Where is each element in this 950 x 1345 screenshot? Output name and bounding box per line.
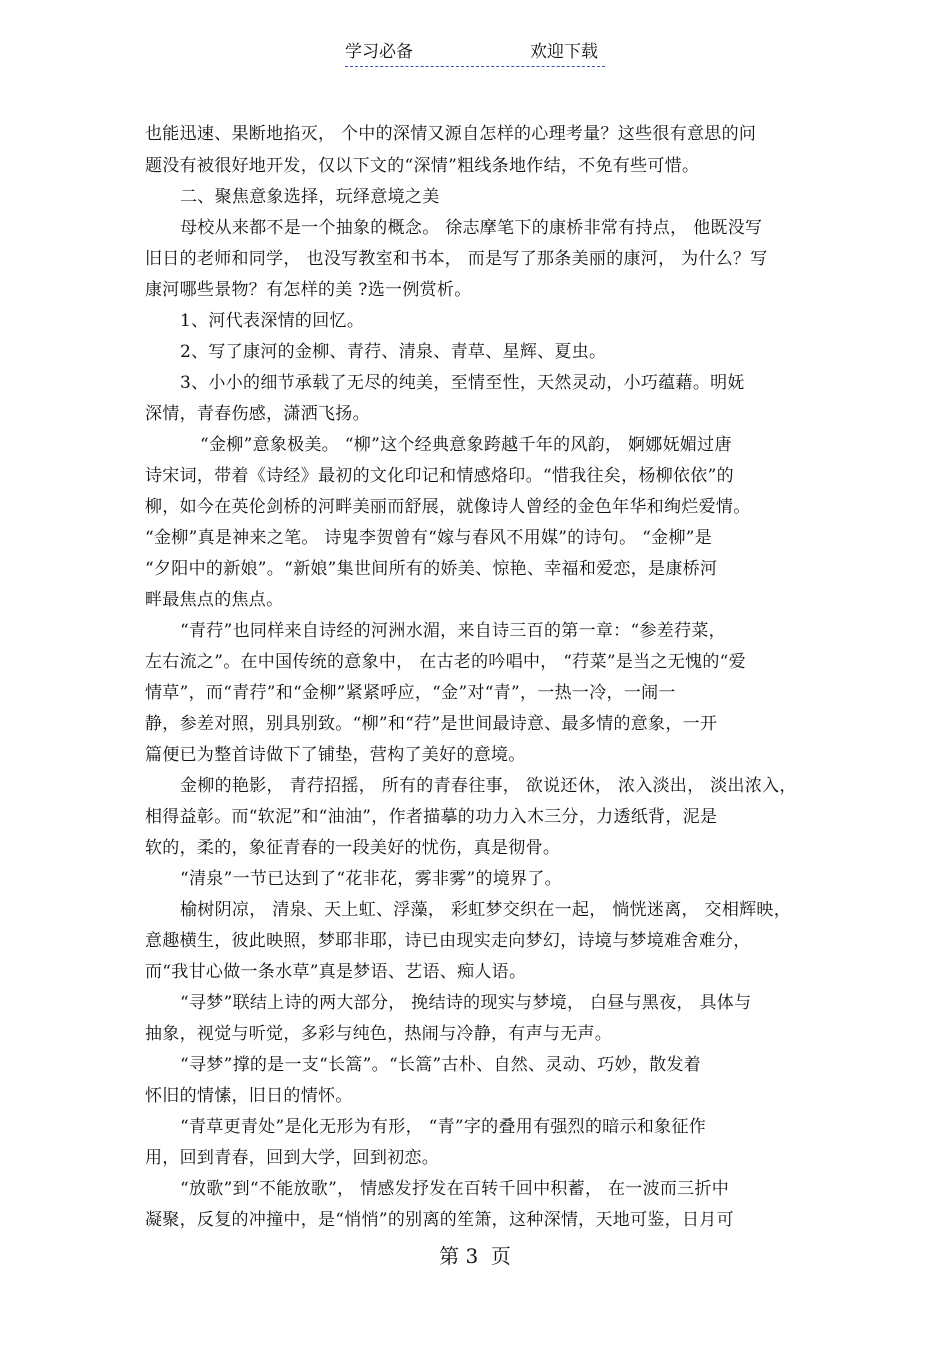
text-line: “夕阳中的新娘”。“新娘”集世间所有的娇美、惊艳、幸福和爱恋，是康桥河	[145, 559, 718, 579]
text-line: 凝聚，反复的冲撞中，是“悄悄”的别离的笙箫，这种深情，天地可鉴，日月可	[145, 1210, 734, 1230]
text-line: 而“我甘心做一条水草”真是梦语、艺语、痴人语。	[145, 962, 527, 982]
text-line: 2、写了康河的金柳、青荇、清泉、青草、星辉、夏虫。	[180, 342, 607, 362]
text-line: 意趣横生，彼此映照，梦耶非耶，诗已由现实走向梦幻，诗境与梦境难舍难分，	[145, 931, 751, 951]
text-line: 题没有被很好地开发，仅以下文的“深情”粗线条地作结，不免有些可惜。	[145, 156, 700, 176]
text-line: “金柳”意象极美。 “柳”这个经典意象跨越千年的风韵， 婀娜妩媚过唐	[200, 435, 732, 455]
text-line: “寻梦”撑的是一支“长篙”。“长篙”古朴、自然、灵动、巧妙，散发着	[180, 1055, 702, 1075]
text-line: 母校从来都不是一个抽象的概念。 徐志摩笔下的康桥非常有持点， 他既没写	[180, 218, 763, 238]
text-line: 怀旧的情愫，旧日的情怀。	[145, 1086, 353, 1106]
text-line: 深情，青春伤感，潇洒飞扬。	[145, 404, 370, 424]
text-line: 旧日的老师和同学， 也没写教室和书本， 而是写了那条美丽的康河， 为什么？写	[145, 249, 768, 269]
text-line: “放歌”到“不能放歌”， 情感发抒发在百转千回中积蓄， 在一波而三折中	[180, 1179, 730, 1199]
text-line: “青草更青处”是化无形为有形， “青”字的叠用有强烈的暗示和象征作	[180, 1117, 707, 1137]
text-line: 左右流之”。在中国传统的意象中， 在古老的吟唱中， “荇菜”是当之无愧的“爱	[145, 652, 746, 672]
header-right-text: 欢迎下载	[530, 42, 598, 62]
text-line: 篇便已为整首诗做下了铺垫，营构了美好的意境。	[145, 745, 526, 765]
text-line: 康河哪些景物？有怎样的美 ?选一例赏析。	[145, 280, 472, 300]
text-line: 静，参差对照，别具别致。“柳”和“荇”是世间最诗意、最多情的意象，一开	[145, 714, 718, 734]
text-line: “寻梦”联结上诗的两大部分， 挽结诗的现实与梦境， 白昼与黑夜， 具体与	[180, 993, 752, 1013]
text-line: 畔最焦点的焦点。	[145, 590, 284, 610]
text-line: “青荇”也同样来自诗经的河洲水湄，来自诗三百的第一章：“参差荇菜，	[180, 621, 726, 641]
page-number: 第 3 页	[439, 1244, 511, 1268]
text-line: 金柳的艳影， 青荇招摇， 所有的青春往事， 欲说还休， 浓入淡出， 淡出浓入，	[180, 776, 797, 796]
text-line: 抽象，视觉与听觉，多彩与纯色，热闹与冷静，有声与无声。	[145, 1024, 613, 1044]
text-line: 相得益彰。而“软泥”和“油油”，作者描摹的功力入木三分，力透纸背，泥是	[145, 807, 718, 827]
text-line: 3、小小的细节承载了无尽的纯美，至情至性，天然灵动，小巧蕴藉。明妩	[180, 373, 745, 393]
text-line: 1、河代表深情的回忆。	[180, 311, 365, 331]
text-line: 也能迅速、果断地掐灭， 个中的深情又源自怎样的心理考量？这些很有意思的问	[145, 124, 757, 144]
page-header	[345, 40, 605, 67]
text-line: 榆树阴凉， 清泉、天上虹、浮藻， 彩虹梦交织在一起， 惝恍迷离， 交相辉映，	[180, 900, 792, 920]
text-line: 用，回到青春，回到大学，回到初恋。	[145, 1148, 440, 1168]
text-line: 柳，如今在英伦剑桥的河畔美丽而舒展，就像诗人曾经的金色年华和绚烂爱情。	[145, 497, 751, 517]
section-heading: 二、聚焦意象选择，玩绎意境之美	[180, 187, 440, 207]
text-line: 情草”，而“青荇”和“金柳”紧紧呼应，“金”对“青”，一热一冷，一闹一	[145, 683, 676, 703]
text-line: 软的，柔的，象征青春的一段美好的忧伤，真是彻骨。	[145, 838, 561, 858]
text-line: 诗宋词，带着《诗经》最初的文化印记和情感烙印。“惜我往矣，杨柳依依”的	[145, 466, 734, 486]
text-line: “清泉”一节已达到了“花非花，雾非雾”的境界了。	[180, 869, 562, 889]
header-left-text: 学习必备	[345, 42, 413, 62]
text-line: “金柳”真是神来之笔。 诗鬼李贺曾有“嫁与春风不用媒”的诗句。 “金柳”是	[145, 528, 713, 548]
